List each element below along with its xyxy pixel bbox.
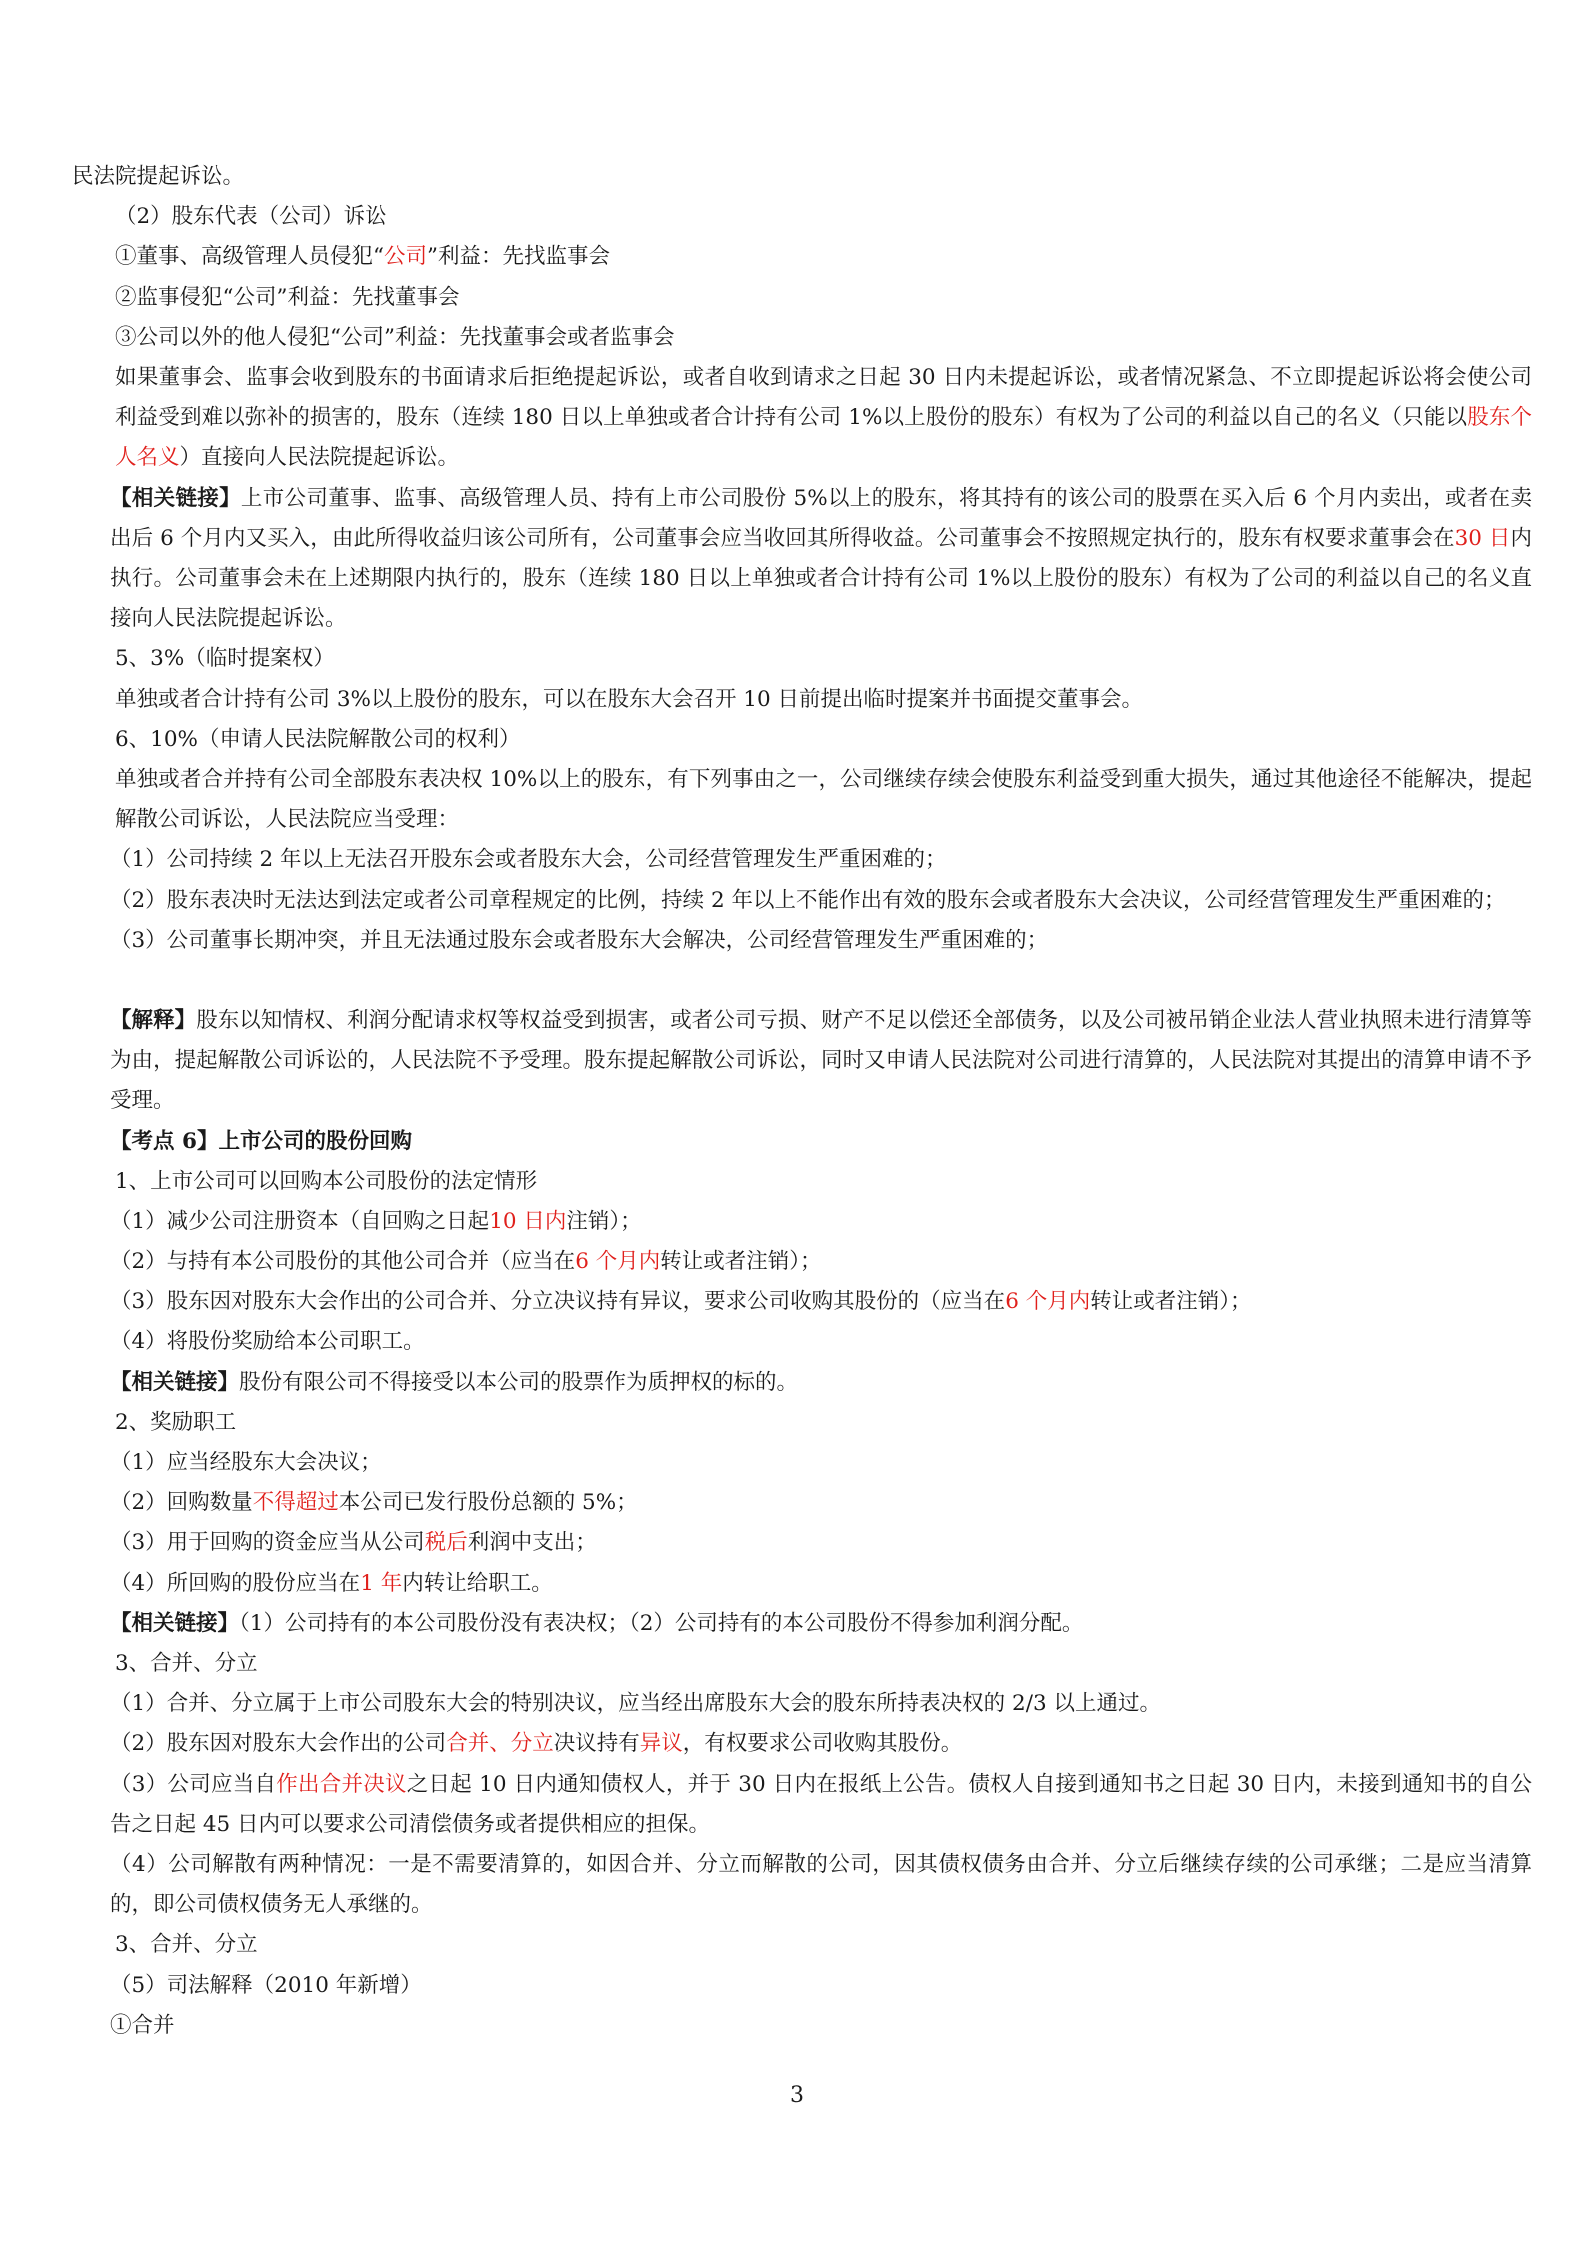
paragraph: [72, 1202, 1532, 1242]
paragraph: [72, 1242, 1532, 1282]
paragraph: [72, 720, 1532, 760]
paragraph: [72, 1925, 1532, 1965]
paragraph: [72, 1122, 1532, 1162]
paragraph-text: （1）减少公司注册资本（自回购之日起: [110, 1208, 490, 1234]
paragraph-text: 民法院提起诉讼。: [72, 164, 245, 189]
paragraph: [72, 278, 1532, 318]
paragraph: [72, 1363, 1532, 1403]
paragraph-text: 转让或者注销）；: [1090, 1289, 1252, 1315]
paragraph-text: ）直接向人民法院提起诉讼。: [179, 445, 460, 471]
paragraph-text: ①合并: [110, 2012, 175, 2038]
paragraph-text: （4）公司解散有两种情况：一是不需要清算的，如因合并、分立而解散的公司，因其债权债务由合并、分立后继续存续的公司承继；二是应当清算的，即公司债权债务无人承继的。: [110, 1851, 1532, 1918]
paragraph-text: （4）将股份奖励给本公司职工。: [110, 1329, 425, 1355]
paragraph-text: （3）公司应当自: [110, 1771, 277, 1797]
highlight-text: 30 日: [1454, 525, 1511, 551]
paragraph: [72, 1322, 1532, 1362]
highlight-text: 6 个月内: [1005, 1289, 1091, 1315]
paragraph-text: （4）所回购的股份应当在: [110, 1570, 361, 1596]
paragraph-text: ”利益：先找监事会: [427, 244, 611, 270]
highlight-text: 作出合并决议: [276, 1771, 407, 1797]
paragraph: [72, 639, 1532, 679]
paragraph-text: 利润中支出；: [467, 1530, 597, 1556]
paragraph: [72, 680, 1532, 720]
paragraph-text: 转让或者注销）；: [660, 1249, 822, 1275]
paragraph: [72, 1162, 1532, 1202]
paragraph: [72, 2006, 1532, 2046]
paragraph-text: （2）股东代表（公司）诉讼: [115, 204, 387, 230]
highlight-text: 合并、分立: [446, 1731, 554, 1757]
paragraph: [72, 1684, 1532, 1724]
paragraph: [72, 1845, 1532, 1925]
paragraph-text: （1）合并、分立属于上市公司股东大会的特别决议，应当经出席股东大会的股东所持表决权的 2/3 以上通过。: [110, 1691, 1161, 1717]
paragraph-text: （2）股东因对股东大会作出的公司: [110, 1731, 447, 1757]
paragraph: [72, 1523, 1532, 1563]
paragraph: [72, 1564, 1532, 1604]
paragraph-text: ①董事、高级管理人员侵犯“: [115, 244, 384, 270]
paragraph-text: ②监事侵犯“公司”利益：先找董事会: [115, 284, 460, 310]
bold-label: 【解释】: [110, 1007, 197, 1033]
paragraph: [72, 840, 1532, 880]
document-body: [72, 157, 1532, 2046]
paragraph-text: 本公司已发行股份总额的 5%；: [338, 1490, 638, 1516]
paragraph-text: 3、合并、分立: [115, 1650, 258, 1676]
paragraph-text: （3）股东因对股东大会作出的公司合并、分立决议持有异议，要求公司收购其股份的（应当在: [110, 1289, 1006, 1315]
highlight-text: 6 个月内: [575, 1249, 661, 1275]
page-number: 3: [790, 2083, 804, 2108]
paragraph-text: 内执行。公司董事会未在上述期限内执行的，股东（连续 180 日以上单独或者合计持有公司 1%以上股份的股东）有权为了公司的利益以自己的名义直接向人民法院提起诉讼。: [110, 525, 1532, 632]
paragraph-text: 之日起 10 日内通知债权人，并于 30 日内在报纸上公告。债权人自接到通知书之日起 30 日内，未接到通知书的自公告之日起 45 日内可以要求公司清偿债务或者提供相应的担保。: [110, 1771, 1532, 1837]
highlight-text: 10 日内: [489, 1208, 567, 1234]
paragraph: [72, 1282, 1532, 1322]
highlight-text: 1 年: [360, 1570, 403, 1596]
paragraph-text: 单独或者合计持有公司 3%以上股份的股东，可以在股东大会召开 10 日前提出临时提案并书面提交董事会。: [115, 686, 1143, 712]
paragraph-text: 决议持有: [553, 1731, 640, 1757]
paragraph-text: 内转让给职工。: [402, 1570, 553, 1596]
paragraph: [72, 157, 1532, 197]
highlight-text: 税后: [424, 1530, 468, 1556]
paragraph-text: ③公司以外的他人侵犯“公司”利益：先找董事会或者监事会: [115, 324, 675, 350]
bold-label: 【相关链接】: [110, 1610, 240, 1636]
paragraph-text: 股份有限公司不得接受以本公司的股票作为质押权的标的。: [239, 1369, 799, 1395]
paragraph: [72, 1483, 1532, 1523]
paragraph: [72, 921, 1532, 961]
paragraph-text: 6、10%（申请人民法院解散公司的权利）: [115, 726, 521, 752]
paragraph-text: （1）公司持有的本公司股份没有表决权；（2）公司持有的本公司股份不得参加利润分配。: [239, 1610, 1084, 1636]
paragraph: [72, 1403, 1532, 1443]
bold-label: 【考点 6】上市公司的股份回购: [110, 1128, 412, 1154]
paragraph: [72, 1443, 1532, 1483]
paragraph-text: （2）回购数量: [110, 1490, 253, 1516]
paragraph: [72, 881, 1532, 921]
paragraph: [72, 1644, 1532, 1684]
bold-label: 【相关链接】: [110, 1369, 240, 1395]
paragraph-text: 上市公司董事、监事、高级管理人员、持有上市公司股份 5%以上的股东，将其持有的该公司的股票在买入后 6 个月内卖出，或者在卖出后 6 个月内又买入，由此所得收益归该公司所有，公司董事会应当收回其所得收益。公司董事会不按照规定执行的，股东有权要求董事会在: [110, 485, 1532, 551]
paragraph-text: 注销）；: [566, 1208, 642, 1234]
paragraph-text: （5）司法解释（2010 年新增）: [110, 1972, 422, 1998]
highlight-text: 异议: [639, 1731, 683, 1757]
paragraph-text: 单独或者合并持有公司全部股东表决权 10%以上的股东，有下列事由之一，公司继续存续会使股东利益受到重大损失，通过其他途径不能解决，提起解散公司诉讼，人民法院应当受理：: [115, 766, 1532, 833]
paragraph: [72, 1765, 1532, 1845]
paragraph-text: 3、合并、分立: [115, 1932, 258, 1958]
paragraph-text: （3）用于回购的资金应当从公司: [110, 1530, 425, 1556]
highlight-text: 股东个人名义: [115, 405, 1532, 471]
paragraph-text: （1）公司持续 2 年以上无法召开股东会或者股东大会，公司经营管理发生严重困难的；: [110, 847, 947, 873]
paragraph-text: （1）应当经股东大会决议；: [110, 1450, 382, 1476]
paragraph-text: 1、上市公司可以回购本公司股份的法定情形: [115, 1168, 538, 1194]
paragraph-text: （2）与持有本公司股份的其他公司合并（应当在: [110, 1249, 576, 1275]
paragraph-text: 股东以知情权、利润分配请求权等权益受到损害，或者公司亏损、财产不足以偿还全部债务，以及公司被吊销企业法人营业执照未进行清算等为由，提起解散公司诉讼的，人民法院不予受理。股东提起解散公司诉讼，同时又申请人民法院对公司进行清算的，人民法院对其提出的清算申请不予受理。: [110, 1007, 1532, 1114]
paragraph: [72, 358, 1532, 479]
paragraph: [72, 760, 1532, 840]
bold-label: 【相关链接】: [110, 485, 241, 511]
paragraph: [72, 1001, 1532, 1122]
highlight-text: 不得超过: [252, 1490, 339, 1516]
paragraph-text: 5、3%（临时提案权）: [115, 646, 335, 672]
paragraph: [72, 197, 1532, 237]
paragraph: [72, 1724, 1532, 1764]
paragraph-text: 如果董事会、监事会收到股东的书面请求后拒绝提起诉讼，或者自收到请求之日起 30 日内未提起诉讼，或者情况紧急、不立即提起诉讼将会使公司利益受到难以弥补的损害的，股东（连续 180 日以上单独或者合计持有公司 1%以上股份的股东）有权为了公司的利益以自己的名义（只能以: [115, 364, 1532, 431]
paragraph: [72, 479, 1532, 640]
paragraph-text: （3）公司董事长期冲突，并且无法通过股东会或者股东大会解决，公司经营管理发生严重困难的；: [110, 927, 1049, 953]
paragraph: [72, 1966, 1532, 2006]
paragraph-text: 2、奖励职工: [115, 1409, 237, 1435]
paragraph-text: （2）股东表决时无法达到法定或者公司章程规定的比例，持续 2 年以上不能作出有效的股东会或者股东大会决议，公司经营管理发生严重困难的；: [110, 887, 1506, 913]
highlight-text: 公司: [384, 244, 428, 270]
paragraph: [72, 318, 1532, 358]
paragraph-spacer: [72, 961, 1532, 1001]
paragraph-text: ，有权要求公司收购其股份。: [682, 1731, 963, 1757]
paragraph: [72, 1604, 1532, 1644]
paragraph: [72, 237, 1532, 277]
